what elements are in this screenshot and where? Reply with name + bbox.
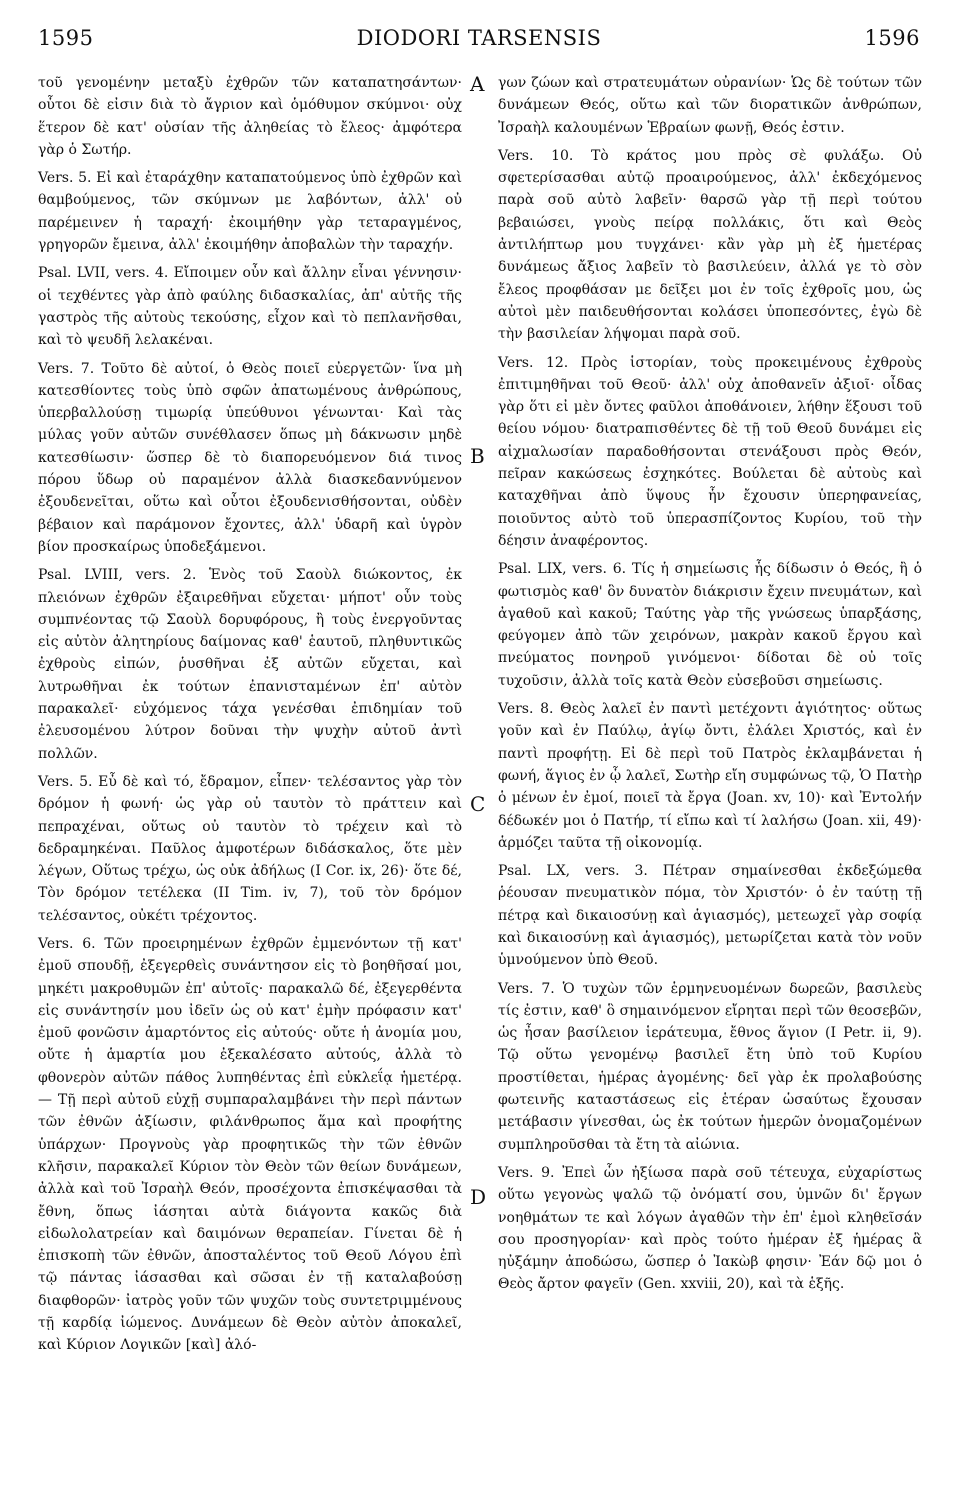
paragraph: Psal. LIX, vers. 6. Τίς ἡ σημείωσις ἧς δίδωσιν ὁ Θεός, ἢ ὁ φωτισμὸς καθ' ὃν δυνατὸν διάκρισιν ἔχειν πνευμάτων, καὶ ἀγαθοῦ καὶ κακοῦ; Ταύτης γὰρ τῆς γνώσεως ὑπαρξάσης, φεύγομεν ἀπὸ τῶν χειρόνων, μακρὰν κακοῦ ἔργου καὶ πνεύματος πονηροῦ γινόμενοι· δίδοται δὲ οὐ τοῖς τυχοῦσιν, ἀλλὰ τοῖς κατὰ Θεὸν εὐσεβοῦσι σημείωσις. xyxy=(498,561,922,689)
paragraph: Vers. 5. Εἰ καὶ ἐταράχθην καταπατούμενος ὑπὸ ἐχθρῶν καὶ θαμβούμενος, τῶν σκύμνων με λαβόντων, ἀλλ' οὐ παρέμεινεν ἡ ταραχή· ἐκοιμήθην γὰρ τεταραγμένος, γρηγορῶν ἔμεινα, ἀλλ' ἐκοιμήθην ἀποβαλὼν τὴν ταραχήν. xyxy=(38,170,462,254)
right-column xyxy=(498,72,922,1302)
paragraph: Vers. 7. Τοῦτο δὲ αὐτοί, ὁ Θεὸς ποιεῖ εὐεργετῶν· ἵνα μὴ κατεσθίοντες τοὺς ὑπὸ σφῶν ἀπατωμένους ἀνθρώπους, ὑπερβαλλούσῃ τιμωρίᾳ ὑπεύθυνοι γένωνται· Καὶ τὰς μύλας γοῦν αὐτῶν συνέθλασεν ὅπως μὴ δάκνωσιν μηδὲ κατεσθίωσιν· ὥσπερ δὲ τὸ διαπορευόμενον διά τινος πόρου ὕδωρ οὐ παραμένον ἀλλὰ διασκεδαννύμενον ἐξουδενεῖται, οὕτω καὶ οὗτοι ἐξουδενισθήσονται, οὐδὲν βέβαιον καὶ παράμονον ἔχοντες, ἀλλ' ὑδαρῆ καὶ ὑγρὸν βίον προσκαίρως ὑποδεξάμενοι. xyxy=(38,360,462,555)
margin-marker-a: A xyxy=(470,72,485,96)
paragraph: τοῦ γενομένην μεταξὺ ἐχθρῶν τῶν καταπατησάντων· οὗτοι δὲ εἰσιν διὰ τὸ ἄγριον καὶ ὁμόθυμον σκύμνοι· οὐχ ἕτερον δὲ κατ' οὐσίαν τῆς ἀληθείας τὸ ἔλεος· ἀμφότερα γὰρ ὁ Σωτήρ. xyxy=(38,75,462,158)
paragraph: Vers. 8. Θεὸς λαλεῖ ἐν παντὶ μετέχοντι ἁγιότητος· οὕτως γοῦν καὶ ἐν Παύλῳ, ἁγίῳ ὄντι, ἐλάλει Χριστός, καὶ ἐν παντὶ προφήτῃ. Εἰ δὲ περὶ τοῦ Πατρὸς ἐκλαμβάνεται ἡ φωνή, ἅγιος ἐν ᾧ λαλεῖ, Σωτὴρ εἴη συμφώνως τῷ, Ὁ Πατὴρ ὁ μένων ἐν ἐμοί, ποιεῖ τὰ ἔργα (Joan. xv, 10)· καὶ Ἐντολήν δέδωκέν μοι ὁ Πατήρ, τί εἴπω καὶ τί λαλήσω (Joan. xii, 49)· ἁρμόζει ταῦτα τῇ οἰκονομίᾳ. xyxy=(498,701,922,851)
paragraph: Vers. 5. Εὖ δὲ καὶ τό, ἔδραμον, εἶπεν· τελέσαντος γὰρ τὸν δρόμον ἡ φωνή· ὡς γὰρ οὐ ταυτὸν τὸ πράττειν καὶ πεπραχέναι, οὕτως οὐ ταυτὸν τὸ τρέχειν καὶ τὸ δεδραμηκέναι. Παῦλος ἀμφοτέρων διδάσκαλος, ὅτε μὲν λέγων, Οὕτως τρέχω, ὡς οὐκ ἀδήλως (I Cor. ix, 26)· ὅτε δέ, Τὸν δρόμον τετέλεκα (II Tim. iv, 7), τοῦ τὸν δρόμον τελέσαντος, οὐκέτι τρέχοντος. xyxy=(38,773,462,924)
paragraph: Vers. 6. Τῶν προειρημένων ἐχθρῶν ἐμμενόντων τῇ κατ' ἐμοῦ σπουδῇ, ἐξεγερθεὶς συνάντησον εἰς τὸ βοηθῆσαί μοι, μηκέτι μακροθυμῶν ἐπ' αὐτοῖς· παρακαλῶ δέ, ἐξεγερθέντα εἰς συνάντησίν μου ἰδεῖν ὡς οὐ κατ' ἐμὴν πρόφασιν κατ' ἐμοῦ φονῶσιν ἁμαρτόντος εἰς αὐτούς· οὔτε ἡ ἀνομία μου, οὔτε ἡ ἁμαρτία μου ἐξεκαλέσατο αὐτούς, ἀλλὰ τὸ φθονερὸν αὐτῶν πάθος λυπηθέντας ἐπὶ εὐκλεΐᾳ ἡμετέρᾳ. — Τῇ περὶ αὐτοῦ εὐχῇ συμπαραλαμβάνει τὴν περὶ πάντων τῶν ἐθνῶν ἀξίωσιν, φιλάνθρωπος ἅμα καὶ προφήτης ὑπάρχων· Προγνοὺς γὰρ προφητικῶς τὴν τῶν ἐθνῶν κλῆσιν, παρακαλεῖ Κύριον τὸν Θεὸν τῶν θείων δυνάμεων, ἀλλὰ καὶ τοῦ Ἰσραὴλ Θεόν, προσέχοντα ἐπισκέψασθαι τὰ ἔθνη, ὅπως ἰάσηται αὐτὰ διάγοντα κακῶς διὰ εἰδωλολατρείαν καὶ δαιμόνων θεραπείαν. Γίνεται δὲ ἡ ἐπισκοπὴ τῶν ἐθνῶν, ἀποσταλέντος τοῦ Θεοῦ Λόγου ἐπὶ τῷ πάντας ἰάσασθαι καὶ σῶσαι ἐν τῇ καταλαβούσῃ διαφθορῶν· ἰατρὸς γοῦν τῶν ψυχῶν τοὺς συντετριμμένους τῇ καρδίᾳ ἰώμενος. Δυνάμεων δὲ Θεὸν αὐτὸν ἀποκαλεῖ, καὶ Κύριον Λογικῶν [καὶ] ἀλό- xyxy=(38,935,462,1354)
left-column xyxy=(38,72,462,1363)
paragraph: Psal. LVIII, vers. 2. Ἑνὸς τοῦ Σαοὺλ διώκοντος, ἐκ πλειόνων ἐχθρῶν ἐξαιρεθῆναι εὔχεται· μήποτ' οὖν τοὺς συμπνέοντας τῷ Σαοὺλ δορυφόρους, ἢ τοὺς ἐνεργοῦντας εἰς αὐτὸν ἀλητηρίους δαίμονας καθ' ἑαυτοῦ, πληθυντικῶς ἐχθροὺς εἰπών, ῥυσθῆναι ἐξ αὐτῶν εὔχεται, καὶ λυτρωθῆναι ἐκ τούτων ἐπανισταμένων ἐπ' αὐτὸν παρακαλεῖ· εὐχόμενος τάχα γενέσθαι ἐπιδημίαν τοῦ ἐλευσομένου λύτρον δοῦναι τὴν ψυχὴν αὐτοῦ ἀντὶ πολλῶν. xyxy=(38,567,462,762)
margin-marker-d: D xyxy=(470,1185,487,1209)
page-number-right: 1596 xyxy=(864,26,920,50)
paragraph: Vers. 10. Τὸ κράτος μου πρὸς σὲ φυλάξω. Οὐ σφετερίσασθαι αὐτῷ προαιρούμενος, ἀλλ' ἐκδεχόμενος παρὰ σοῦ αὐτὸ λαβεῖν· θαρσῶ γὰρ τῇ περὶ τούτου βεβαιώσει, γνοὺς πείρᾳ πολλάκις, ὅτι καὶ Θεὸς ἀντιλήπτωρ μου τυγχάνει· κἂν γὰρ μὴ ἐξ ἡμετέρας δυνάμεως ἄξιος λαβεῖν τὸ βασιλεύειν, ἀλλά γε τὸ σὸν ἔλεος προφθάσαν με δεῖξει μοι ἐν τοῖς ἐχθροῖς μου, ὡς αὐτοὶ μὲν παιδευθήσονται κολάσει ὑποπεσόντες, ἐγὼ δὲ τὴν βασιλείαν λήψομαι παρὰ σοῦ. xyxy=(498,147,922,343)
margin-marker-c: C xyxy=(470,792,486,816)
margin-marker-b: B xyxy=(470,444,485,468)
paragraph: Psal. LVII, vers. 4. Εἴποιμεν οὖν καὶ ἄλλην εἶναι γέννησιν· οἱ τεχθέντες γὰρ ἀπὸ φαύλης διδασκαλίας, ἀπ' αὐτῆς τῆς γαστρὸς τῆς αὐτοὺς τεκούσης, εἶχον καὶ τὸ πεπλανῆσθαι, καὶ τὸ ψευδῆ λελακέναι. xyxy=(38,265,462,349)
paragraph: Vers. 12. Πρὸς ἱστορίαν, τοὺς προκειμένους ἐχθροὺς ἐπιτιμηθῆναι τοῦ Θεοῦ· ἀλλ' οὐχ ἀποθανεῖν ἀξιοῖ· οἶδας γὰρ ὅτι εἰ μὲν ὄντες φαῦλοι ἀποθάνοιεν, λήθην ἕξουσι τοῦ θείου νόμου· διατραπισθέντες δὲ τῇ τοῦ Θεοῦ δυνάμει εἰς αἰχμαλωσίαν παραδοθήσονται στενάξουσι πρὸς Θεόν, πεῖραν κακώσεως ἐσχηκότες. Βούλεται δὲ αὐτοὺς καὶ καταχθῆναι ἀπὸ ὕψους ἧν ἔχουσιν ὑπερηφανείας, ποιοῦντος αὐτὸ τοῦ ὑπερασπίζοντος Κυρίου, τοῦ τὴν δέησιν ἀναφέροντος. xyxy=(498,354,922,549)
paragraph: Vers. 9. Ἐπεὶ ὧν ἠξίωσα παρὰ σοῦ τέτευχα, εὐχαρίστως οὕτω γεγονὼς ψαλῶ τῷ ὀνόματί σου, ὑμνῶν δι' ἔργων νοηθμάτων τε καὶ λόγων ἀγαθῶν τὴν ἐπ' ἐμοὶ κληθεῖσάν σου προσηγορίαν· καὶ πρὸς τούτο ἡμέραν ἐξ ἡμέρας ἃ ηὐξάμην ἀποδώσω, ὥσπερ ὁ Ἰακὼβ φησιν· Ἐάν δῷ μοι ὁ Θεὸς ἄρτον φαγεῖν (Gen. xxviii, 20), καὶ τὰ ἑξῆς. xyxy=(498,1164,922,1293)
paragraph: γων ζώων καὶ στρατευμάτων οὐρανίων· Ὡς δὲ τούτων τῶν δυνάμεων Θεός, οὕτω καὶ τῶν διορατικῶν ἀνθρώπων, Ἰσραὴλ καλουμένων Ἑβραίων φωνῇ, Θεός ἐστιν. xyxy=(498,75,922,136)
running-title: DIODORI TARSENSIS xyxy=(356,26,602,50)
paragraph: Psal. LX, vers. 3. Πέτραν σημαίνεσθαι ἐκδεξώμεθα ῥέουσαν πνευματικὸν πόμα, τὸν Χριστόν· ὁ ἐν ταύτῃ τῇ πέτρᾳ καὶ δικαιοσύνῃ καὶ ἁγιασμός), μετεωχεῖ γὰρ σοφίᾳ καὶ δικαιοσύνῃ καὶ ἁγιασμός), μετωρίζεται κατὰ τὸν νοῦν ὑμνούμενον ὑπὸ Θεοῦ. xyxy=(498,863,922,969)
paragraph: Vers. 7. Ὁ τυχὼν τῶν ἑρμηνευομένων δωρεῶν, βασιλεὺς τίς ἐστιν, καθ' ὃ σημαινόμενον εἴρηται περὶ τῶν θεοσεβῶν, ὡς ἦσαν βασίλειον ἱεράτευμα, ἔθνος ἅγιον (I Petr. ii, 9). Τῷ οὕτω γενομένῳ βασιλεῖ ἔτη ὑπὸ τοῦ Κυρίου προστίθεται, ἡμέρας ἀγομένης· δεῖ γὰρ ἐκ προλαβούσης φωτεινῆς καταστάσεως εἰς ἑτέραν ὡσαύτως ἔχουσαν μετάβασιν γίνεσθαι, ὡς ἐκ τούτων ἡμερῶν ὀνομαζομένων συμπληροῦσθαι τὰ ἔτη τὰ αἰώνια. xyxy=(498,980,922,1153)
page-number-left: 1595 xyxy=(38,26,94,50)
